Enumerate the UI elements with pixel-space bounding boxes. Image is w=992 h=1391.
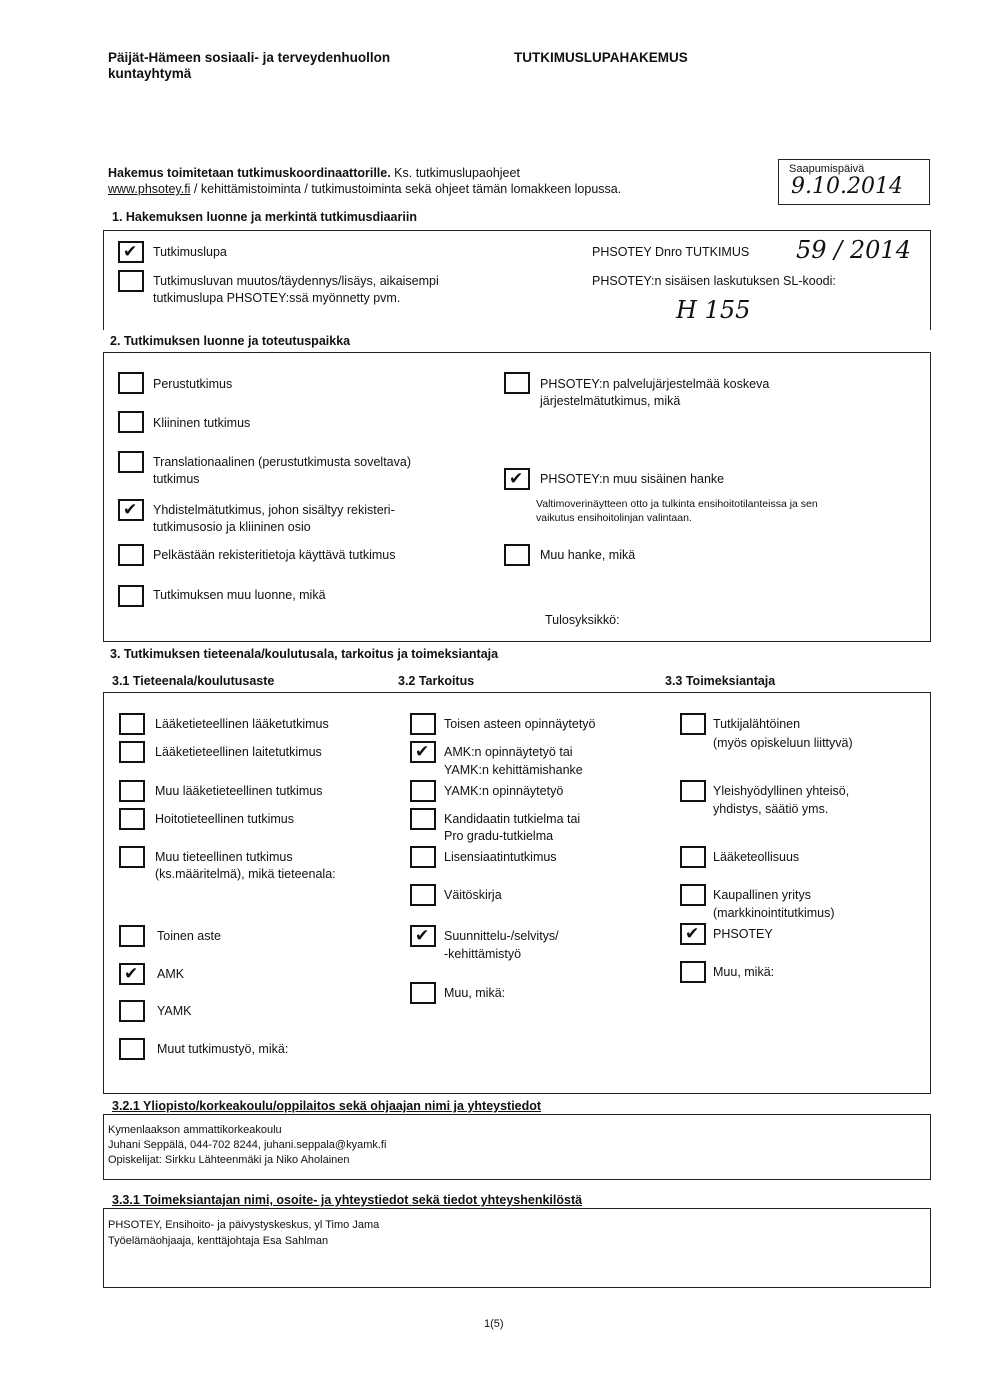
label-yleishyodyllinen-1: Yleishyödyllinen yhteisö, [713, 784, 850, 798]
label-yleishyodyllinen-2: yhdistys, säätiö yms. [713, 802, 829, 816]
label-laitetutkimus: Lääketieteellinen laitetutkimus [155, 745, 322, 759]
students: Opiskelijat: Sirkku Lähteenmäki ja Niko Aholainen [108, 1154, 350, 1166]
section33-title: 3.3 Toimeksiantaja [665, 674, 776, 688]
dnro-value: 59 / 2014 [796, 236, 911, 264]
checkbox-translationaalinen[interactable] [118, 451, 144, 473]
label-muut-tutkimustyo: Muut tutkimustyö, mikä: [157, 1042, 289, 1056]
checkbox-sisainen-hanke[interactable] [504, 468, 530, 490]
label-hoitotieteellinen: Hoitotieteellinen tutkimus [155, 812, 294, 826]
label-kandidaatin-tutkielma-1: Kandidaatin tutkielma tai [444, 812, 581, 826]
checkbox-amk[interactable] [119, 963, 145, 985]
label-amk-opinnaytetyo-2: YAMK:n kehittämishanke [444, 763, 583, 777]
checkbox-yamk-opinnaytetyo[interactable] [410, 780, 436, 802]
section3-title: 3. Tutkimuksen tieteenala/koulutusala, tarkoitus ja toimeksiantaja [110, 647, 499, 661]
label-yhdistelmatutkimus-2: tutkimusosio ja kliininen osio [153, 520, 311, 534]
label-muu-tieteellinen-1: Muu tieteellinen tutkimus [155, 850, 293, 864]
label-muu-luonne: Tutkimuksen muu luonne, mikä [153, 588, 326, 602]
checkbox-laitetutkimus[interactable] [119, 741, 145, 763]
checkbox-laaketutkimus[interactable] [119, 713, 145, 735]
checkbox-kliininen[interactable] [118, 411, 144, 433]
checkbox-luvan-muutos[interactable] [118, 270, 144, 292]
section2-title: 2. Tutkimuksen luonne ja toteutuspaikka [110, 334, 351, 348]
label-phsotey: PHSOTEY [713, 927, 773, 941]
label-laaketutkimus: Lääketieteellinen lääketutkimus [155, 717, 329, 731]
label-amk-opinnaytetyo-1: AMK:n opinnäytetyö tai [444, 745, 573, 759]
label-muu-hanke: Muu hanke, mikä [540, 548, 636, 562]
label-amk: AMK [157, 967, 185, 981]
section321-title: 3.2.1 Yliopisto/korkeakoulu/oppilaitos sekä ohjaajan nimi ja yhteystiedot [112, 1099, 542, 1113]
checkbox-kaupallinen-yritys[interactable] [680, 884, 706, 906]
checkbox-amk-opinnaytetyo[interactable] [410, 741, 436, 763]
checkbox-toinen-aste[interactable] [119, 925, 145, 947]
checkbox-muu-luonne[interactable] [118, 585, 144, 607]
label-muu-toimeksiantaja: Muu, mikä: [713, 965, 775, 979]
checkbox-muu-hanke[interactable] [504, 544, 530, 566]
label-muu-tieteellinen-2: (ks.määritelmä), mikä tieteenala: [155, 867, 336, 881]
commissioner-line1: PHSOTEY, Ensihoito- ja päivystyskeskus, yl Timo Jama [108, 1219, 380, 1231]
label-yhdistelmatutkimus-1: Yhdistelmätutkimus, johon sisältyy rekisteri- [153, 503, 395, 517]
school-name: Kymenlaakson ammattikorkeakoulu [108, 1124, 282, 1136]
section32-title: 3.2 Tarkoitus [398, 674, 475, 688]
tulosyksikko-label: Tulosyksikkö: [545, 613, 620, 627]
label-translationaalinen-1: Translationaalinen (perustutkimusta soveltava) [153, 455, 411, 469]
checkbox-yhdistelmatutkimus[interactable] [118, 499, 144, 521]
section331-title: 3.3.1 Toimeksiantajan nimi, osoite- ja yhteystiedot sekä tiedot yhteyshenkilöstä [112, 1193, 583, 1207]
label-suunnittelutyo-1: Suunnittelu-/selvitys/ [444, 929, 559, 943]
supervisor-contact: Juhani Seppälä, 044-702 8244, juhani.seppala@kyamk.fi [108, 1139, 387, 1151]
dnro-label: PHSOTEY Dnro TUTKIMUS [592, 245, 750, 259]
checkbox-kandidaatin-tutkielma[interactable] [410, 808, 436, 830]
label-palvelujarjestelma-1: PHSOTEY:n palvelujärjestelmää koskeva [540, 377, 770, 391]
checkbox-muu-tieteellinen[interactable] [119, 846, 145, 868]
checkbox-toisen-asteen-opinnaytetyo[interactable] [410, 713, 436, 735]
checkbox-muut-tutkimustyo[interactable] [119, 1038, 145, 1060]
checkbox-yleishyodyllinen[interactable] [680, 780, 706, 802]
checkbox-yamk[interactable] [119, 1000, 145, 1022]
checkbox-suunnittelutyo[interactable] [410, 925, 436, 947]
sisainen-hanke-kuvaus-2: vaikutus ensihoitolinjan valintaan. [536, 512, 692, 524]
checkbox-laaketeollisuus[interactable] [680, 846, 706, 868]
section31-title: 3.1 Tieteenala/koulutusaste [112, 674, 275, 688]
label-yamk: YAMK [157, 1004, 192, 1018]
label-tutkijalahtoinen-1: Tutkijalähtöinen [713, 717, 801, 731]
label-muu-laaketieteellinen: Muu lääketieteellinen tutkimus [155, 784, 323, 798]
label-lisensiaatintutkimus: Lisensiaatintutkimus [444, 850, 557, 864]
phsotey-link[interactable]: www.phsotey.fi [108, 182, 191, 196]
received-date-box [778, 159, 930, 205]
checkbox-palvelujarjestelma[interactable] [504, 372, 530, 394]
label-translationaalinen-2: tutkimus [153, 472, 200, 486]
intro-line2: www.phsotey.fi / kehittämistoiminta / tutkimustoiminta sekä ohjeet tämän lomakkeen lopussa. [108, 182, 622, 196]
checkbox-hoitotieteellinen[interactable] [119, 808, 145, 830]
sl-code-value: H 155 [676, 296, 751, 324]
label-luvan-muutos-2: tutkimuslupa PHSOTEY:ssä myönnetty pvm. [153, 291, 401, 305]
label-kaupallinen-yritys-1: Kaupallinen yritys [713, 888, 811, 902]
label-perustutkimus: Perustutkimus [153, 377, 233, 391]
label-tutkijalahtoinen-2: (myös opiskeluun liittyvä) [713, 736, 853, 750]
sisainen-hanke-kuvaus-1: Valtimoverinäytteen otto ja tulkinta ensihoitotilanteissa ja sen [536, 498, 818, 510]
checkbox-tutkijalahtoinen[interactable] [680, 713, 706, 735]
sl-code-label: PHSOTEY:n sisäisen laskutuksen SL-koodi: [592, 274, 836, 288]
label-palvelujarjestelma-2: järjestelmätutkimus, mikä [540, 394, 681, 408]
intro-line1: Hakemus toimitetaan tutkimuskoordinaattorille. Ks. tutkimuslupaohjeet [108, 166, 520, 180]
label-kandidaatin-tutkielma-2: Pro gradu-tutkielma [444, 829, 554, 843]
label-muu-tarkoitus: Muu, mikä: [444, 986, 506, 1000]
org-name-line1: Päijät-Hämeen sosiaali- ja terveydenhuollon [108, 50, 391, 65]
label-kliininen: Kliininen tutkimus [153, 416, 251, 430]
checkbox-muu-laaketieteellinen[interactable] [119, 780, 145, 802]
form-title: TUTKIMUSLUPAHAKEMUS [514, 50, 688, 65]
commissioner-line2: Työelämäohjaaja, kenttäjohtaja Esa Sahlman [108, 1235, 329, 1247]
section1-title: 1. Hakemuksen luonne ja merkintä tutkimusdiaariin [112, 210, 417, 224]
label-laaketeollisuus: Lääketeollisuus [713, 850, 800, 864]
received-date-value: 9.10.2014 [791, 174, 903, 199]
label-vaitoskirja: Väitöskirja [444, 888, 502, 902]
checkbox-phsotey[interactable] [680, 923, 706, 945]
label-toinen-aste: Toinen aste [157, 929, 221, 943]
page-number: 1(5) [484, 1318, 504, 1330]
label-suunnittelutyo-2: -kehittämistyö [444, 947, 522, 961]
checkbox-vaitoskirja[interactable] [410, 884, 436, 906]
label-tutkimuslupa: Tutkimuslupa [153, 245, 227, 259]
checkbox-muu-toimeksiantaja[interactable] [680, 961, 706, 983]
received-date-label: Saapumispäivä [789, 163, 865, 175]
checkbox-perustutkimus[interactable] [118, 372, 144, 394]
checkbox-lisensiaatintutkimus[interactable] [410, 846, 436, 868]
checkbox-rekisteritutkimus[interactable] [118, 544, 144, 566]
checkbox-muu-tarkoitus[interactable] [410, 982, 436, 1004]
org-name-line2: kuntayhtymä [108, 66, 192, 81]
label-luvan-muutos-1: Tutkimusluvan muutos/täydennys/lisäys, aikaisempi [153, 274, 439, 288]
label-sisainen-hanke: PHSOTEY:n muu sisäinen hanke [540, 472, 725, 486]
label-toisen-asteen-opinnaytetyo: Toisen asteen opinnäytetyö [444, 717, 596, 731]
label-rekisteritutkimus: Pelkästään rekisteritietoja käyttävä tutkimus [153, 548, 396, 562]
checkbox-tutkimuslupa[interactable] [118, 241, 144, 263]
label-yamk-opinnaytetyo: YAMK:n opinnäytetyö [444, 784, 564, 798]
label-kaupallinen-yritys-2: (markkinointitutkimus) [713, 906, 835, 920]
